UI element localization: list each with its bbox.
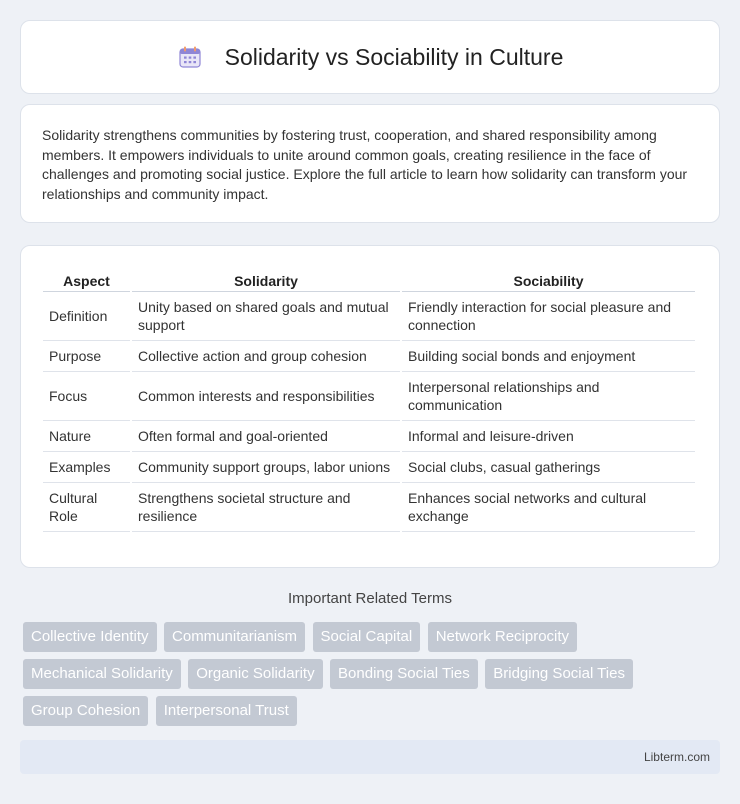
tag-communitarianism[interactable]: Communitarianism (164, 622, 305, 652)
tag-group-cohesion[interactable]: Group Cohesion (23, 696, 148, 726)
comparison-card (20, 245, 720, 568)
cell-sociability: Interpersonal relationships and communication (402, 372, 695, 421)
cell-aspect: Nature (43, 421, 130, 452)
cell-sociability: Friendly interaction for social pleasure and connection (402, 292, 695, 341)
tag-bonding-social-ties[interactable]: Bonding Social Ties (330, 659, 478, 689)
cell-solidarity: Community support groups, labor unions (132, 452, 400, 483)
tag-network-reciprocity[interactable]: Network Reciprocity (428, 622, 577, 652)
cell-aspect: Definition (43, 292, 130, 341)
header-card (20, 20, 720, 94)
header-aspect: Aspect (43, 266, 130, 292)
table-header-row (43, 266, 695, 292)
header-sociability: Sociability (402, 266, 695, 292)
cell-sociability: Building social bonds and enjoyment (402, 341, 695, 372)
footer-brand[interactable]: Libterm.com (643, 750, 710, 764)
table-row (43, 452, 695, 483)
cell-sociability: Informal and leisure-driven (402, 421, 695, 452)
cell-aspect: Focus (43, 372, 130, 421)
cell-solidarity: Unity based on shared goals and mutual support (132, 292, 400, 341)
comparison-table (41, 266, 697, 532)
cell-aspect: Cultural Role (43, 483, 130, 532)
tag-social-capital[interactable]: Social Capital (313, 622, 421, 652)
related-terms-title: Important Related Terms (288, 590, 452, 607)
cell-solidarity: Strengthens societal structure and resilience (132, 483, 400, 532)
title-wrap (177, 44, 564, 71)
tag-mechanical-solidarity[interactable]: Mechanical Solidarity (23, 659, 181, 689)
table-row (43, 341, 695, 372)
intro-paragraph: Solidarity strengthens communities by fostering trust, cooperation, and shared responsibility among members. It empowers individuals to unite around common goals, creating resilience in the face of challenges and promoting social justice. Explore the full article to learn how solidarity can transform your relationships and community impact. (42, 127, 688, 202)
table-row (43, 372, 695, 421)
intro-card (20, 104, 720, 223)
table-row (43, 421, 695, 452)
calendar-icon (177, 44, 203, 70)
tag-organic-solidarity[interactable]: Organic Solidarity (188, 659, 322, 689)
page-title: Solidarity vs Sociability in Culture (224, 43, 564, 70)
cell-aspect: Examples (43, 452, 130, 483)
table-row (43, 483, 695, 532)
cell-sociability: Enhances social networks and cultural exchange (402, 483, 695, 532)
cell-solidarity: Collective action and group cohesion (132, 341, 400, 372)
cell-sociability: Social clubs, casual gatherings (402, 452, 695, 483)
cell-solidarity: Common interests and responsibilities (132, 372, 400, 421)
tag-interpersonal-trust[interactable]: Interpersonal Trust (156, 696, 297, 726)
table-row (43, 292, 695, 341)
cell-solidarity: Often formal and goal-oriented (132, 421, 400, 452)
tag-collective-identity[interactable]: Collective Identity (23, 622, 157, 652)
cell-aspect: Purpose (43, 341, 130, 372)
header-solidarity: Solidarity (132, 266, 400, 292)
related-terms-list (23, 622, 713, 733)
tag-bridging-social-ties[interactable]: Bridging Social Ties (485, 659, 633, 689)
footer (20, 740, 720, 774)
